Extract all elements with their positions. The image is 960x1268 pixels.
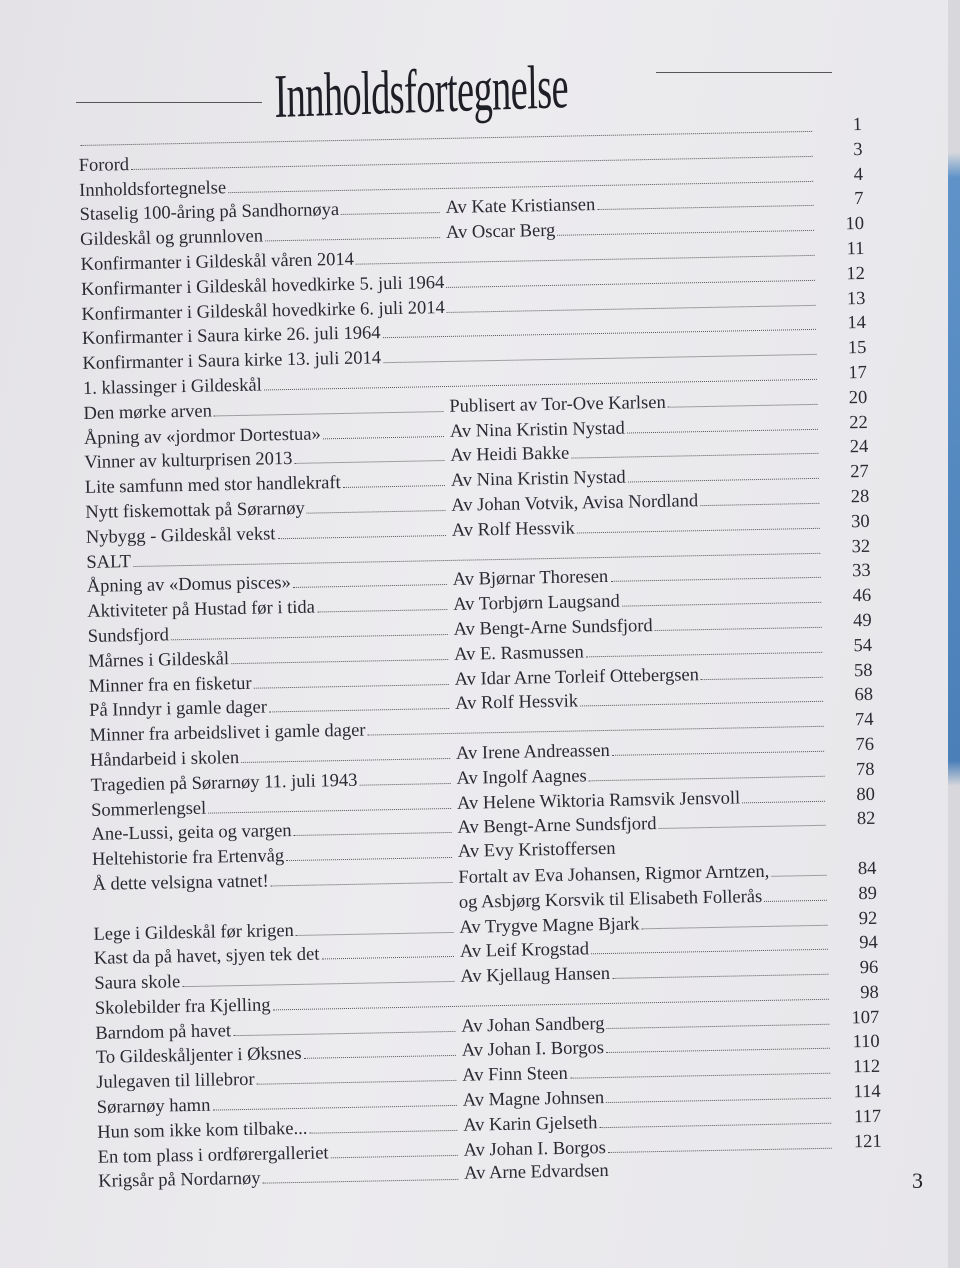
title-rule-left <box>76 102 262 103</box>
toc-entry-page: 121 <box>853 1131 882 1152</box>
entry-title-text: Lege i Gildeskål før krigen <box>93 920 294 945</box>
dot-leader <box>570 1056 831 1079</box>
entry-author-text: Av Karin Gjelseth <box>463 1113 598 1136</box>
dot-leader <box>771 858 826 877</box>
dot-leader <box>667 387 817 408</box>
entry-title-text: Lite samfunn med stor handlekraft <box>84 473 341 499</box>
dot-leader <box>269 691 450 712</box>
entry-title-text: Konfirmanter i Gildeskål våren 2014 <box>80 249 355 275</box>
dot-leader <box>580 684 823 707</box>
dot-leader <box>293 815 451 836</box>
dot-leader <box>342 468 444 488</box>
entry-author-text: Av Nina Kristin Nystad <box>450 467 626 492</box>
entry-title-text: Konfirmanter i Gildeskål hovedkirke 5. juli 1964 <box>80 272 445 300</box>
toc-entry-page: 15 <box>847 338 867 359</box>
dot-leader <box>588 759 824 782</box>
toc-entry-page: 1 <box>852 114 863 136</box>
dot-leader <box>608 1130 832 1152</box>
entry-author-text: Av Helene Wiktoria Ramsvik Jensvoll <box>456 787 741 814</box>
book-edge <box>948 0 960 1268</box>
entry-author-text: Av Trygve Magne Bjark <box>459 913 640 938</box>
toc-entry-page: 27 <box>850 462 869 483</box>
dot-leader <box>241 741 450 763</box>
dot-leader <box>701 659 823 679</box>
entry-title-text: Saura skole <box>94 972 181 994</box>
entry-author-text: Av Nina Kristin Nystad <box>449 418 625 442</box>
entry-title-text: To Gildeskåljenter i Øksnes <box>95 1044 302 1069</box>
dot-leader <box>606 1006 829 1028</box>
dot-leader <box>621 585 821 607</box>
entry-title-text: Å dette velsigna vatnet! <box>92 871 269 895</box>
entry-title-text: Krigsår på Nordarnøy <box>98 1169 261 1193</box>
entry-author-text: Av Idar Arne Torleif Ottebergsen <box>454 664 700 690</box>
entry-title-text: Nytt fiskemottak på Sørarnøy <box>85 498 305 523</box>
entry-author-text: Av Kate Kristiansen <box>445 195 596 219</box>
toc-entry-page: 68 <box>854 685 874 706</box>
toc-entry-page: 17 <box>848 362 868 384</box>
toc-entry-page: 107 <box>851 1007 880 1029</box>
dot-leader <box>641 907 827 929</box>
entry-author-text: Av Evy Kristoffersen <box>457 838 616 862</box>
dot-leader <box>293 567 447 588</box>
entry-title-text: Sundsfjord <box>87 625 170 647</box>
entry-author-text: Av Johan I. Borgos <box>463 1137 607 1161</box>
toc-entry-page: 33 <box>851 561 871 582</box>
dot-leader <box>294 443 444 464</box>
entry-author-text: Fortalt av Eva Johansen, Rigmor Arntzen, <box>458 861 770 888</box>
toc-entry-page: 80 <box>856 784 876 805</box>
dot-leader <box>359 766 450 786</box>
dot-leader <box>586 635 823 658</box>
entry-title-text: Sommerlengsel <box>90 798 207 821</box>
entry-author-text: Av Kjellaug Hansen <box>460 964 611 987</box>
dot-leader <box>612 957 829 979</box>
entry-title-text: Hun som ikke kom tilbake... <box>97 1118 308 1143</box>
entry-author-text: Av Johan Votvik, Avisa Nordland <box>451 491 699 516</box>
dot-leader <box>253 667 448 689</box>
toc-entry-page <box>842 1154 882 1155</box>
entry-title-text: Tragedien på Sørarnøy 11. juli 1943 <box>90 770 358 796</box>
dot-leader <box>627 461 818 483</box>
entry-title-text: 1. klassinger i Gildeskål <box>82 375 262 399</box>
toc-entry-page: 117 <box>853 1106 882 1128</box>
dot-leader <box>231 642 449 664</box>
dot-leader <box>306 493 445 514</box>
dot-leader <box>296 914 454 935</box>
dot-leader <box>571 436 818 459</box>
toc-entry-page: 11 <box>846 238 865 260</box>
dot-leader <box>208 790 451 813</box>
toc-entry-page: 30 <box>851 511 870 532</box>
toc-entry-page: 74 <box>854 709 874 731</box>
title-rule-right <box>656 72 832 73</box>
toc-entry-page: 49 <box>852 610 872 632</box>
dot-leader <box>303 1038 456 1059</box>
toc-entry-page: 13 <box>846 288 866 309</box>
entry-author-text: Publisert av Tor-Ove Karlsen <box>449 392 666 417</box>
entry-title-text: Skolebilder fra Kjelling <box>94 995 271 1019</box>
toc-entry-page: 76 <box>855 734 875 756</box>
dot-leader <box>214 394 444 416</box>
entry-author-text: Av E. Rasmussen <box>453 642 585 665</box>
entry-title-text: Gildeskål og grunnloven <box>79 226 264 251</box>
entry-author-text: Av Magne Johnsen <box>462 1088 605 1111</box>
dot-leader <box>742 783 825 803</box>
dot-leader <box>606 1081 831 1103</box>
dot-leader <box>557 213 814 236</box>
dot-leader <box>612 734 825 756</box>
dot-leader <box>212 1088 457 1111</box>
entry-title-text: Den mørke arven <box>83 401 213 424</box>
toc-entry-page: 10 <box>845 214 865 235</box>
dot-leader <box>764 882 827 901</box>
entry-author-text: Av Leif Krogstad <box>459 939 590 963</box>
dot-leader <box>309 1113 457 1134</box>
toc-entry-page <box>836 832 876 833</box>
page-number: 3 <box>912 1168 923 1193</box>
entry-author-text: Av Bjørnar Thoresen <box>452 567 609 591</box>
entry-title-text: Minner fra en fisketur <box>88 673 252 697</box>
entry-title-text: Nybygg - Gildeskål vekst <box>85 524 276 548</box>
entry-author-text: Av Irene Andreassen <box>455 740 611 764</box>
page-title: Innholdsfortegnelse <box>274 53 569 131</box>
toc-entry-page: 12 <box>846 263 866 285</box>
toc-entry-page: 46 <box>852 586 872 607</box>
dot-leader <box>597 188 814 210</box>
entry-title-text: Ane-Lussi, geita og vargen <box>91 821 292 846</box>
dot-leader <box>265 220 440 241</box>
dot-leader <box>286 840 452 861</box>
toc-entry-page: 24 <box>849 437 869 458</box>
table-of-contents <box>78 113 888 1194</box>
toc-entry-page: 14 <box>847 313 867 334</box>
entry-author-text: Av Arne Edvardsen <box>463 1161 609 1185</box>
entry-author-text: Av Ingolf Aagnes <box>456 766 587 789</box>
entry-title-text: Mårnes i Gildeskål <box>88 648 230 672</box>
entry-title-text: Åpning av «jordmor Dortestua» <box>83 423 321 449</box>
entry-author-text: Av Torbjørn Laugsand <box>453 591 620 616</box>
toc-entry-page: 20 <box>848 387 868 409</box>
dot-leader <box>599 1106 831 1128</box>
entry-title-text: Minner fra arbeidslivet i gamle dager <box>89 720 366 747</box>
toc-entry-page: 54 <box>853 635 873 656</box>
entry-title-text: Barndom på havet <box>95 1020 232 1044</box>
entry-title-text: SALT <box>86 551 132 573</box>
toc-entry-page: 32 <box>851 536 871 557</box>
toc-entry-page: 22 <box>849 412 868 433</box>
entry-author-text: Av Bengt-Arne Sundsfjord <box>453 615 653 640</box>
entry-title-text: Konfirmanter i Gildeskål hovedkirke 6. juli 2014 <box>81 297 445 325</box>
toc-entry-page: 110 <box>852 1032 880 1053</box>
dot-leader <box>654 610 821 631</box>
entry-title-text: Åpning av «Domus pisces» <box>86 573 291 598</box>
entry-author-text: Av Heidi Bakke <box>450 443 570 467</box>
dot-leader <box>658 808 825 829</box>
entry-title-text: Aktiviteter på Hustad før i tida <box>87 597 316 623</box>
toc-entry-page: 112 <box>852 1057 881 1078</box>
toc-entry-page: 82 <box>856 809 876 830</box>
toc-entry-page: 78 <box>855 759 875 780</box>
toc-entry-page: 4 <box>853 164 864 185</box>
dot-leader <box>323 419 444 439</box>
dot-leader <box>341 195 440 215</box>
dot-leader <box>700 486 819 506</box>
toc-entry-page: 94 <box>859 933 878 954</box>
toc-entry-page: 58 <box>853 660 873 681</box>
toc-entry-page: 114 <box>853 1081 881 1103</box>
toc-entry-page: 92 <box>858 908 878 929</box>
toc-entry-page: 28 <box>850 486 870 508</box>
entry-title-text: Håndarbeid i skolen <box>89 747 240 771</box>
entry-title-text: Innholdsfortegnelse <box>79 177 227 201</box>
toc-entry-page: 89 <box>858 883 878 904</box>
entry-title-text: Vinner av kulturprisen 2013 <box>84 449 293 474</box>
toc-entry-page: 96 <box>859 957 879 979</box>
dot-leader <box>330 1138 457 1158</box>
entry-title-text: Heltehistorie fra Ertenvåg <box>91 846 285 870</box>
entry-author-text: Av Finn Steen <box>462 1064 568 1087</box>
dot-leader <box>317 592 448 613</box>
entry-author-text: Av Johan I. Borgos <box>461 1038 605 1062</box>
dot-leader <box>256 1063 456 1085</box>
dot-leader <box>182 964 454 987</box>
toc-entry-page: 84 <box>857 858 877 880</box>
dot-leader <box>591 932 828 955</box>
dot-leader <box>277 518 446 539</box>
dot-leader <box>262 1162 458 1184</box>
entry-title-text: Sørarnøy hamn <box>96 1095 211 1118</box>
entry-title-text: Staselig 100-åring på Sandhornøya <box>79 200 340 226</box>
dot-leader <box>606 1031 830 1053</box>
entry-author-text: Av Rolf Hessvik <box>454 691 579 715</box>
dot-leader <box>626 411 817 433</box>
entry-author-text: Av Johan Sandberg <box>461 1013 605 1037</box>
entry-title-text: Konfirmanter i Saura kirke 13. juli 2014 <box>82 348 382 375</box>
dot-leader <box>577 511 820 534</box>
entry-author-text: og Asbjørg Korsvik til Elisabeth Follerås <box>458 886 763 913</box>
dot-leader <box>270 865 452 886</box>
dot-leader <box>321 939 454 960</box>
entry-title-text: Konfirmanter i Saura kirke 26. juli 1964 <box>81 323 381 350</box>
entry-title-text: På Inndyr i gamle dager <box>89 697 268 722</box>
toc-entry-page: 98 <box>860 982 879 1004</box>
entry-title-text: Forord <box>78 154 130 176</box>
entry-title-text: Julegaven til lillebror <box>96 1070 255 1094</box>
toc-entry-page: 3 <box>853 139 863 160</box>
dot-leader <box>233 1014 456 1036</box>
entry-author-text: Av Rolf Hessvik <box>451 518 575 541</box>
entry-author-text: Av Bengt-Arne Sundsfjord <box>457 814 657 839</box>
entry-author-text: Av Oscar Berg <box>445 221 556 244</box>
entry-title-text: En tom plass i ordførergalleriet <box>97 1143 329 1168</box>
toc-entry-page: 7 <box>854 189 864 210</box>
dot-leader <box>610 560 821 582</box>
entry-title-text: Kast da på havet, sjyen tek det <box>93 944 320 970</box>
